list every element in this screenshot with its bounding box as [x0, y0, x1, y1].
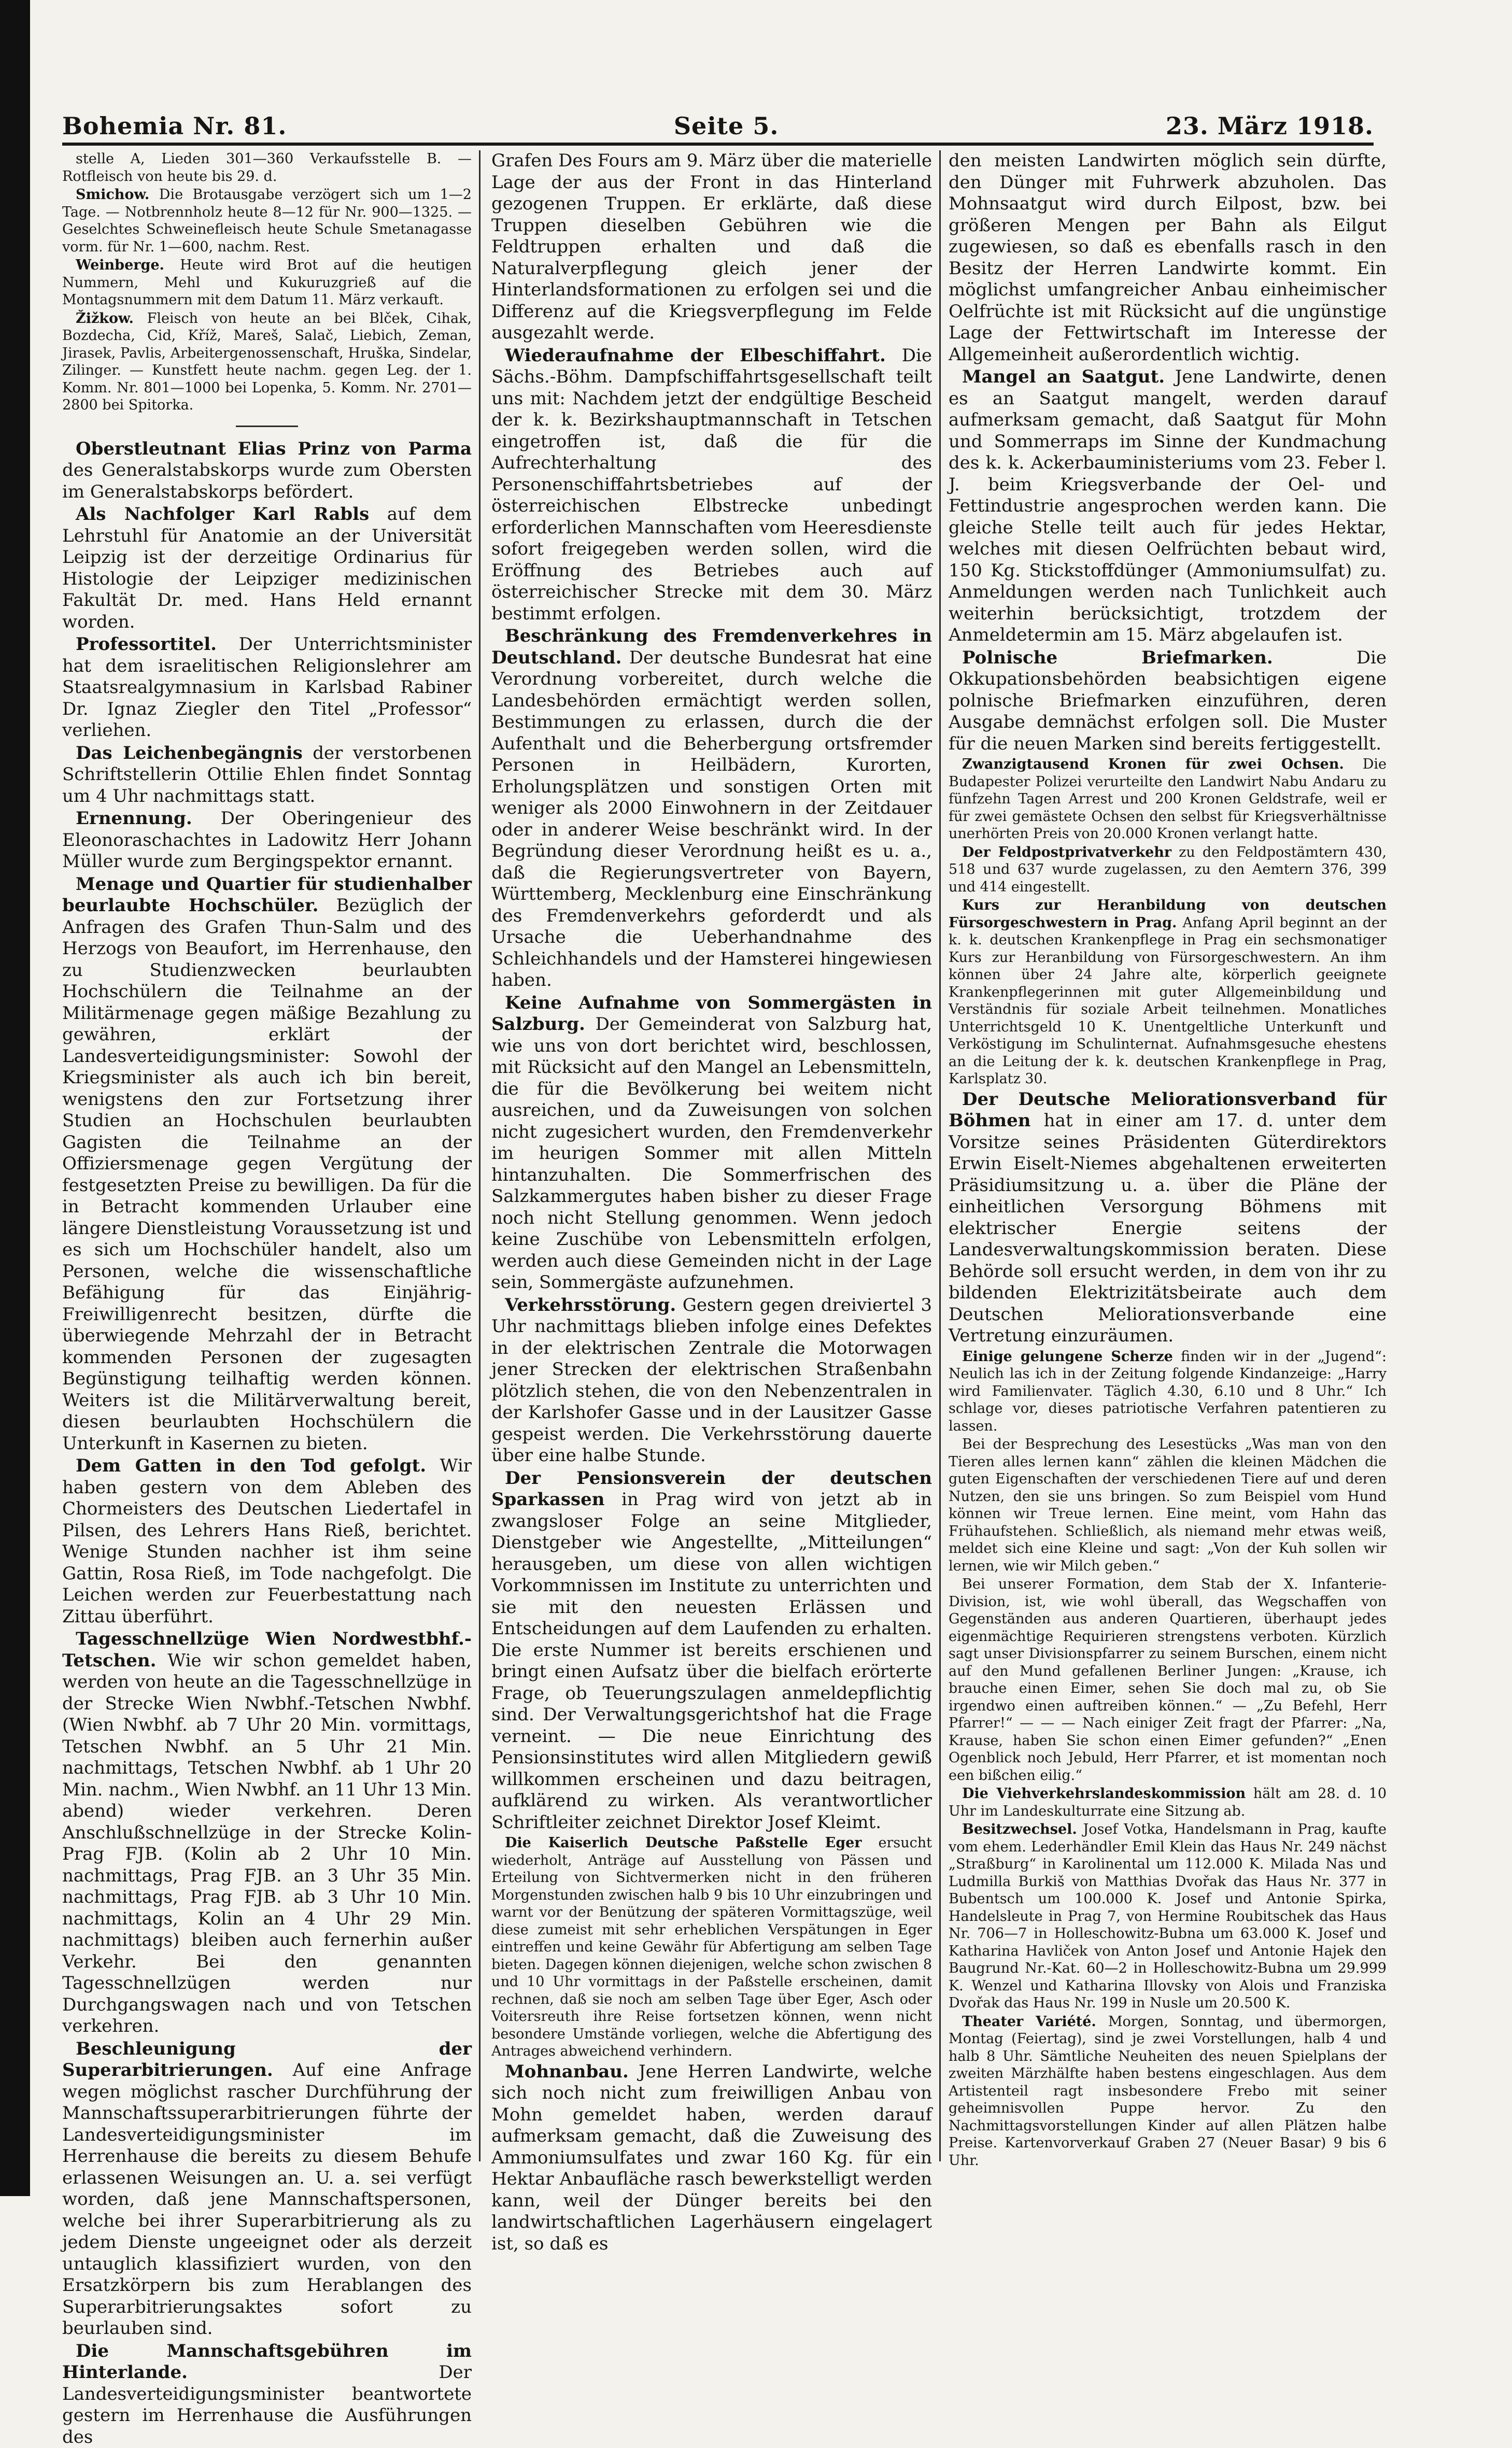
article-paragraph — [62, 2341, 472, 2448]
article-paragraph — [62, 504, 472, 633]
article-paragraph — [491, 150, 932, 344]
article-text: Die Okkupationsbehörden beabsichtigen eigene polnische Briefmarken einzuführen, deren Ausgabe demnächst erfolgen soll. Die Muster für die neuen Marken sind bereits fertiggestellt. — [949, 647, 1387, 754]
article-headline: Professortitel. — [76, 634, 217, 655]
article-text: Bei der Besprechung des Lesestücks „Was man von den Tieren alles lernen kann“ zählen die kleinen Mädchen die guten Eigenschaften der verschiedenen Tiere auf und deren Nutzen, den sie uns bringen. So zum Beispiel vom Hund können wir Treue lernen. Eine meint, vom Hahn das Frühaufstehen. Schließlich, als niemand mehr etwas weiß, meldet sich eine Kleine und sagt: „Von der Kuh sollen wir lernen, wie wir Milch geben.“ — [949, 1436, 1387, 1574]
article-text: Die Sächs.-Böhm. Dampfschiffahrtsgesellschaft teilt uns mit: Nachdem jetzt der endgültige Bescheid der k. k. Bezirkshauptmannschaft in Tetschen eingetroffen ist, daß die für die Aufrechterhaltung des Personenschiffahrtsbetriebes auf der österreichischen Elbstrecke unbedingt erforderlichen Mannschaften vom Heeresdienste sofort freigegeben werden sollen, wird die Eröffnung des Betriebes auch auf österreichischer Strecke mit dem 30. März bestimmt erfolgen. — [491, 345, 932, 624]
article-paragraph — [62, 257, 472, 309]
article-headline: Smichow. — [76, 187, 149, 203]
article-paragraph — [949, 1348, 1387, 1435]
article-paragraph — [949, 844, 1387, 896]
article-text: den meisten Landwirten möglich sein dürfte, den Dünger mit Fuhrwerk abzuholen. Das Mohnsaatgut wird durch Eilpost, bzw. bei größeren Mengen per Bahn als Eilgut zugewiesen, so daß es ebenfalls rasch in den Besitz der Herren Landwirte kommt. Ein möglichst umfangreicher Anbau einheimischer Oelfrüchte ist mit Rücksicht auf die ungünstige Lage der Fettwirtschaft im Interesse der Allgemeinheit außerordentlich wichtig. — [949, 150, 1387, 365]
article-paragraph — [949, 1436, 1387, 1575]
article-text: finden wir in der „Jugend“: Neulich las ich in der Zeitung folgende Kindanzeige: „Harry wird Familienvater. Täglich 4.30, 6.10 und 8 Uhr.“ Ich schlage vor, dieses patriotische Verfahren patentieren zu lassen. — [949, 1349, 1387, 1434]
article-paragraph — [949, 1785, 1387, 1820]
article-paragraph — [949, 1821, 1387, 2012]
article-headline: Besitzwechsel. — [962, 1821, 1077, 1837]
article-text: Jene Herren Landwirte, welche sich noch nicht zum freiwilligen Anbau von Mohn gemeldet haben, werden darauf aufmerksam gemacht, daß die Zuweisung des Ammoniumsulfates und zwar 160 Kg. für ein Hektar Anbaufläche rasch bewerkstelligt werden kann, weil der Dünger bereits bei den landwirtschaftlichen Lagerhäusern eingelagert ist, so daß es — [491, 2061, 932, 2254]
article-paragraph — [949, 366, 1387, 646]
article-text: Gestern gegen dreiviertel 3 Uhr nachmittags blieben infolge eines Defektes in der elektrischen Zentrale die Motorwagen jener Strecken der elektrischen Straßenbahn plötzlich stehen, die von den Nebenzentralen in der Karlshofer Gasse und in der Lausitzer Gasse gespeist werden. Die Verkehrsstörung dauerte über eine halbe Stunde. — [491, 1295, 932, 1466]
article-text: Bezüglich der Anfragen des Grafen Thun-Salm und des Herzogs von Beaufort, im Herrenhause, den zu Studienzwecken beurlaubten Hochschülern die Teilnahme an der Militärmenage gegen mäßige Bezahlung zu gewähren, erklärt der Landesverteidigungsminister: Sowohl der Kriegsminister als auch ich bin bereit, wenigstens den zur Fortsetzung ihrer Studien an Hochschulen beurlaubten Gagisten die Teilnahme an der Offiziersmenage gegen Vergütung der festgesetzten Preise zu bewilligen. Da für die in Betracht kommenden Urlauber eine längere Dienstleistung Voraussetzung ist und es sich um Hochschüler handelt, also um Personen, welche die wissenschaftliche Befähigung für das Einjährig-Freiwilligenrecht besitzen, dürfte die überwiegende Mehrzahl der in Betracht kommenden Personen der zugesagten Begünstigung teilhaftig werden können. Weiters ist die Militärverwaltung bereit, diesen beurlaubten Hochschülern die Unterkunft in Kasernen zu bieten. — [62, 895, 472, 1454]
article-headline: Der Feldpostprivatverkehr — [962, 844, 1171, 860]
column-3 — [949, 150, 1387, 2172]
article-paragraph — [62, 743, 472, 808]
article-headline: Oberstleutnant Elias Prinz von Parma — [76, 438, 472, 459]
article-headline: Ernennung. — [76, 808, 192, 829]
article-text: auf dem Lehrstuhl für Anatomie an der Universität Leipzig ist der derzeitige Ordinarius für Histologie der Leipziger medizinischen Fakultät Dr. med. Hans Held ernannt worden. — [62, 504, 472, 632]
article-headline: Keine Aufnahme von Sommergästen in Salzburg. — [491, 993, 932, 1035]
article-paragraph — [491, 2061, 932, 2255]
article-headline: Als Nachfolger Karl Rabls — [76, 504, 369, 525]
article-headline: Einige gelungene Scherze — [962, 1349, 1173, 1365]
header-page-number: Seite 5. — [674, 112, 779, 140]
article-headline: Zwanzigtausend Kronen für zwei Ochsen. — [962, 756, 1344, 772]
article-headline: Die Kaiserlich Deutsche Paßstelle Eger — [505, 1835, 862, 1851]
article-text: in Prag wird von jetzt ab in zwangsloser Folge an seine Mitglieder, Dienstgeber wie Angestellte, „Mitteilungen“ herausgeben, um diese von allen wichtigen Vorkommnissen im Institute zu unterrichten und sie mit den neuesten Erlässen und Entscheidungen auf dem Laufenden zu erhalten. Die erste Nummer ist bereits erschienen und bringt einen Aufsatz über die bielfach erörterte Frage, ob Teuerungszulagen anmeldepflichtig sind. Der Verwaltungsgerichtshof hat die Frage verneint. — Die neue Einrichtung des Pensionsinstitutes wird allen Mitgliedern gewiß willkommen erscheinen und dazu beitragen, aufklärend zu wirken. Als verantwortlicher Schriftleiter zeichnet Direktor Josef Kleimt. — [491, 1489, 932, 1833]
article-text: hat in einer am 17. d. unter dem Vorsitze seines Präsidenten Güterdirektors Erwin Eiselt-Niemes abgehaltenen erweiterten Präsidiumsitzung u. a. über die Pläne der einheitlichen Versorgung Böhmens mit elektrischer Energie seitens der Landesverwaltungskommission beraten. Diese Behörde soll ersucht werden, in dem von ihr zu bildenden Elektrizitätsbeirate auch dem Deutschen Meliorationsverbande eine Vertretung einzuräumen. — [949, 1110, 1387, 1346]
article-headline: Dem Gatten in den Tod gefolgt. — [76, 1455, 426, 1476]
article-text: Wir haben gestern von dem Ableben des Chormeisters des Deutschen Liedertafel in Pilsen, des Lehrers Hans Rieß, berichtet. Wenige Stunden nachher ist ihm seine Gattin, Rosa Rieß, im Tode nachgefolgt. Die Leichen werden zur Feuerbestattung nach Zittau überführt. — [62, 1455, 472, 1627]
header-rule — [62, 143, 1374, 146]
article-headline: Der Deutsche Meliorationsverband für Böhmen — [949, 1089, 1387, 1131]
header-issue: Bohemia Nr. 81. — [62, 112, 287, 140]
column-rule — [479, 150, 481, 2161]
article-text: Der Gemeinderat von Salzburg hat, wie uns von dort berichtet wird, beschlossen, mit Rücksicht auf den Mangel an Lebensmitteln, die für die Bevölkerung bei weitem nicht ausreichen, und da Zuweisungen von solchen nicht zugesichert wurden, den Fremdenverkehr im heurigen Sommer mit allen Mitteln hintanzuhalten. Die Sommerfrischen des Salzkammergutes haben bisher zu dieser Frage noch nicht Stellung genommen. Wenn jedoch keine Zuschübe von Lebensmitteln erfolgen, werden auch diese Gemeinden nicht in der Lage sein, Sommergäste aufzunehmen. — [491, 1014, 932, 1293]
article-text: Die Budapester Polizei verurteilte den Landwirt Nabu Andaru zu fünfzehn Tagen Arrest und 200 Kronen Geldstrafe, weil er für zwei gemästete Ochsen den selbst für Kriegsverhältnisse unerhörten Preis von 20.000 Kronen verlangt hatte. — [949, 756, 1387, 842]
article-text: Der Landesverteidigungsminister beantwortete gestern im Herrenhause die Ausführungen des — [62, 2362, 472, 2447]
article-paragraph — [62, 1455, 472, 1628]
section-separator — [236, 426, 298, 427]
article-text: Der Unterrichtsminister hat dem israelitischen Religionslehrer am Staatsrealgymnasium in Karlsbad Rabiner Dr. Ignaz Ziegler den Titel „Professor“ verliehen. — [62, 634, 472, 741]
article-paragraph — [491, 1834, 932, 2060]
article-text: Bei unserer Formation, dem Stab der X. Infanterie-Division, ist, wie wohl überall, das Wegschaffen von Gegenständen aus anderen Quartieren, überhaupt jedes eigenmächtige Requirieren strengstens verboten. Kürzlich sagt unser Divisionspfarrer zu seinem Burschen, einem nicht auf den Mund gefallenen Berliner Jungen: „Krause, ich brauche einen Eimer, sehen Sie doch mal zu, ob Sie irgendwo einen auftreiben können.“ — „Zu Befehl, Herr Pfarrer!“ — — — Nach einiger Zeit fragt der Pfarrer: „Na, Krause, haben Sie schon einen Eimer gefunden?“ „Enen Ogenblick noch Jebuld, Herr Pfarrer, et ist momentan noch een bißchen eilig.“ — [949, 1576, 1387, 1784]
column-rule — [939, 150, 941, 2161]
article-text: Wie wir schon gemeldet haben, werden von heute an die Tagesschnellzüge in der Strecke Wien Nwbhf.-Tetschen Nwbhf. (Wien Nwbhf. ab 7 Uhr 20 Min. vormittags, Tetschen Nwbhf. an 5 Uhr 21 Min. nachmittags, Tetschen Nwbhf. ab 1 Uhr 20 Min. nachm., Wien Nwbhf. an 11 Uhr 13 Min. abend) wieder verkehren. Deren Anschlußschnellzüge in der Strecke Kolin-Prag FJB. (Kolin ab 2 Uhr 10 Min. nachmittags, Prag FJB. an 3 Uhr 35 Min. nachmittags, Prag FJB. ab 3 Uhr 10 Min. nachmittags, Kolin an 4 Uhr 29 Min. nachmittags) bleiben auch fernerhin außer Verkehr. Bei den genannten Tagesschnellzügen werden nur Durchgangswagen nach und von Tetschen verkehren. — [62, 1650, 472, 2037]
article-paragraph — [491, 626, 932, 992]
article-paragraph — [949, 150, 1387, 365]
article-headline: Žižkow. — [76, 310, 134, 327]
article-text: Morgen, Sonntag, und übermorgen, Montag (Feiertag), sind je zwei Vorstellungen, halb 4 und halb 8 Uhr. Sämtliche Neuheiten des neuen Spielplans der zweiten Märzhälfte haben bestens eingeschlagen. Aus dem Artistenteil ragt insbesondere Frebo mit seiner geheimnisvollen Puppe hervor. Zu den Nachmittagsvorstellungen Kinder auf allen Plätzen halbe Preise. Kartenvorverkauf Graben 27 (Neuer Basar) 9 bis 6 Uhr. — [949, 2014, 1387, 2169]
article-paragraph — [62, 634, 472, 742]
column-2 — [491, 150, 932, 2172]
article-text: Jene Landwirte, denen es an Saatgut mangelt, werden darauf aufmerksam gemacht, daß Saatgut für Mohn und Sommerraps im Sinne der Kundmachung des k. k. Ackerbauministeriums vom 23. Feber l. J. beim Kriegsverbande der Oel- und Fettindustrie angesprochen werden kann. Die gleiche Stelle teilt auch für jedes Hektar, welches mit diesen Oelfrüchten bebaut wird, 150 Kg. Stickstoffdünger (Ammoniumsulfat) zu. Anmeldungen werden nach Tunlichkeit auch weiterhin berücksichtigt, trotzdem der Anmeldetermin am 15. März abgelaufen ist. — [949, 366, 1387, 645]
article-text: zu den Feldpostämtern 430, 518 und 637 wurde zugelassen, zu den Aemtern 376, 399 und 414 eingestellt. — [949, 844, 1387, 895]
article-headline: Das Leichenbegängnis — [76, 743, 303, 763]
article-text: Fleisch von heute an bei Blček, Cihak, Bozdecha, Cid, Kříž, Mareš, Salač, Liebich, Zeman, Jirasek, Pavlis, Arbeitergenossenschaft, Hruška, Sindelar, Zilinger. — Kunstfett heute nachm. gegen Leg. der 1. Komm. Nr. 801—1000 bei Lopenka, 5. Komm. Nr. 2701—2800 bei Spitorka. — [62, 310, 472, 414]
article-headline: Beschleunigung der Superarbitrierungen. — [62, 2039, 472, 2081]
article-text: hält am 28. d. 10 Uhr im Landeskulturrate eine Sitzung ab. — [949, 1786, 1387, 1819]
article-paragraph — [949, 1576, 1387, 1784]
article-headline: Beschränkung des Fremdenverkehres in Deutschland. — [491, 626, 932, 668]
article-headline: Die Viehverkehrslandeskommission — [962, 1786, 1246, 1802]
header-date: 23. März 1918. — [1166, 112, 1374, 140]
article-headline: Polnische Briefmarken. — [962, 647, 1273, 668]
article-headline: Die Mannschaftsgebühren im Hinterlande. — [62, 2341, 472, 2383]
article-text: Anfang April beginnt an der k. k. deutschen Krankenpflege in Prag ein sechsmonatiger Kurs zur Heranbildung von Fürsorgeschwestern. An ihm können über 24 Jahre alte, körperlich geeignete Krankenpflegerinnen mit guter Allgemeinbildung und Verständnis für soziale Arbeit teilnehmen. Monatliches Unterrichtsgeld 10 K. Unentgeltliche Unterkunft und Verköstigung im Schulinternat. Aufnahmsgesuche ehestens an die Leitung der k. k. deutschen Krankenpflege in Prag, Karlsplatz 30. — [949, 915, 1387, 1087]
article-headline: Mohnanbau. — [505, 2061, 629, 2082]
page-header — [62, 83, 1374, 140]
article-paragraph — [491, 345, 932, 625]
article-headline: Verkehrsstörung. — [505, 1295, 676, 1315]
article-text: Josef Votka, Handelsmann in Prag, kaufte vom ehem. Lederhändler Emil Klein das Haus Nr. 249 nächst „Straßburg“ in Karolinental um 112.000 K. Milada Nas und Ludmilla Burkiš von Matthias Dvořak das Haus Nr. 377 in Bubentsch um 100.000 K. Josef und Antonie Spirka, Handelsleute in Prag 7, von Hermine Roubitschek das Haus Nr. 706—7 in Holleschowitz-Bubna um 63.000 K. Josef und Katharina Havliček von Anton Josef und Antonie Hajek den Baugrund Nr.-Kat. 60—2 in Holleschowitz-Bubna um 29.999 K. Wenzel und Katharina Illovsky von Alois und Franziska Dvořak das Haus Nr. 199 in Nusle um 20.500 K. — [949, 1821, 1387, 2011]
article-headline: Kurs zur Heranbildung von deutschen Fürsorgeschwestern in Prag. — [949, 897, 1387, 931]
article-headline: Wiederaufnahme der Elbeschiffahrt. — [505, 345, 886, 366]
article-text: Die Brotausgabe verzögert sich um 1—2 Tage. — Notbrennholz heute 8—12 für Nr. 900—1325. — Geselchtes Schweinefleisch heute Schule Smetanagasse vorm. für Nr. 1—600, nachm. Rest. — [62, 187, 472, 255]
article-text: Der Oberingenieur des Eleonoraschachtes in Ladowitz Herr Johann Müller wurde zum Bergingspektor ernannt. — [62, 808, 472, 872]
article-paragraph — [949, 1089, 1387, 1347]
article-text: ersucht wiederholt, Anträge auf Ausstellung von Pässen und Erteilung von Sichtvermerken nicht in den früheren Morgenstunden zwischen halb 9 bis 10 Uhr einzubringen und warnt vor der Benützung der späteren Vormittagszüge, weil diese zumeist mit sehr erheblichen Verspätungen in Eger eintreffen und keine Gewähr für Abfertigung am selben Tage bieten. Dagegen können diejenigen, welche schon zwischen 8 und 10 Uhr vormittags in der Paßstelle erscheinen, damit rechnen, daß sie noch am selben Tage über Eger, Asch oder Voitersreuth ihre Reise fortsetzen können, wenn nicht besondere Umstände vorliegen, welche die Abfertigung des Antrages abweichend verhindern. — [491, 1835, 932, 2059]
article-paragraph — [491, 1468, 932, 1834]
article-paragraph — [62, 150, 472, 185]
article-paragraph — [62, 310, 472, 414]
article-paragraph — [62, 1629, 472, 2037]
article-headline: Der Pensionsverein der deutschen Sparkassen — [491, 1468, 932, 1510]
article-paragraph — [949, 2013, 1387, 2170]
article-headline: Theater Variété. — [962, 2014, 1096, 2030]
article-text: des Generalstabskorps wurde zum Obersten im Generalstabskorps befördert. — [62, 460, 472, 502]
article-paragraph — [491, 993, 932, 1294]
article-text: Heute wird Brot auf die heutigen Nummern, Mehl und Kukuruzgrieß auf die Montagsnummern mit dem Datum 11. März verkauft. — [62, 257, 472, 308]
scan-edge — [0, 0, 30, 2196]
article-text: stelle A, Lieden 301—360 Verkaufsstelle B. — Rotfleisch von heute bis 29. d. — [62, 151, 472, 185]
article-text: Grafen Des Fours am 9. März über die materielle Lage der aus der Front in das Hinterland gezogenen Truppen. Er erklärte, daß diese Truppen dieselben Gebühren wie die Feldtruppen erhalten und daß die Naturalverpflegung gleich jener der Hinterlandsformationen zu erfolgen sei und die Differenz auf die Kriegsverpflegung im Felde ausgezahlt werde. — [491, 150, 932, 343]
article-headline: Tagesschnellzüge Wien Nordwestbhf.-Tetschen. — [62, 1629, 472, 1671]
article-paragraph — [491, 1295, 932, 1467]
article-headline: Menage und Quartier für studienhalber beurlaubte Hochschüler. — [62, 874, 472, 916]
article-text: Der deutsche Bundesrat hat eine Verordnung vorbereitet, durch welche die Landesbehörden ermächtigt werden sollen, Bestimmungen zu erlassen, durch die der Aufenthalt und die Beherbergung ortsfremder Personen in Heilbädern, Kurorten, Erholungsplätzen und sonstigen Orten mit weniger als 2000 Einwohnern in der Zeitdauer oder in anderer Weise beschränkt wird. In der Begründung dieser Verordnung heißt es u. a., daß die Regierungsvertreter von Bayern, Württemberg, Mecklenburg eine Einschränkung des Fremdenverkehrs geforderdt und als Ursache die Ueberhandnahme des Schleichhandels und der Hamsterei hingewiesen haben. — [491, 647, 932, 991]
article-paragraph — [949, 647, 1387, 755]
article-paragraph — [62, 2039, 472, 2340]
column-1 — [62, 150, 472, 2172]
article-paragraph — [62, 186, 472, 256]
article-headline: Mangel an Saatgut. — [962, 366, 1165, 387]
article-paragraph — [62, 808, 472, 873]
article-paragraph — [949, 897, 1387, 1088]
article-text: Auf eine Anfrage wegen möglichst rascher Durchführung der Mannschaftssuperarbitrierungen führte der Landesverteidigungsminister im Herrenhause die bereits zu diesem Behufe erlassenen Weisungen an. U. a. sei verfügt worden, daß jene Mannschaftspersonen, welche bei ihrer Superarbitrierung als zu jedem Dienste ungeeignet oder als derzeit untauglich klassifiziert wurden, von den Ersatzkörpern bis zum Herablangen des Superarbitrierungsaktes sofort zu beurlauben sind. — [62, 2060, 472, 2339]
article-paragraph — [62, 438, 472, 503]
article-paragraph — [949, 756, 1387, 843]
article-paragraph — [62, 874, 472, 1455]
article-text: der verstorbenen Schriftstellerin Ottilie Ehlen findet Sonntag um 4 Uhr nachmittags statt. — [62, 743, 472, 806]
article-headline: Weinberge. — [76, 257, 164, 273]
